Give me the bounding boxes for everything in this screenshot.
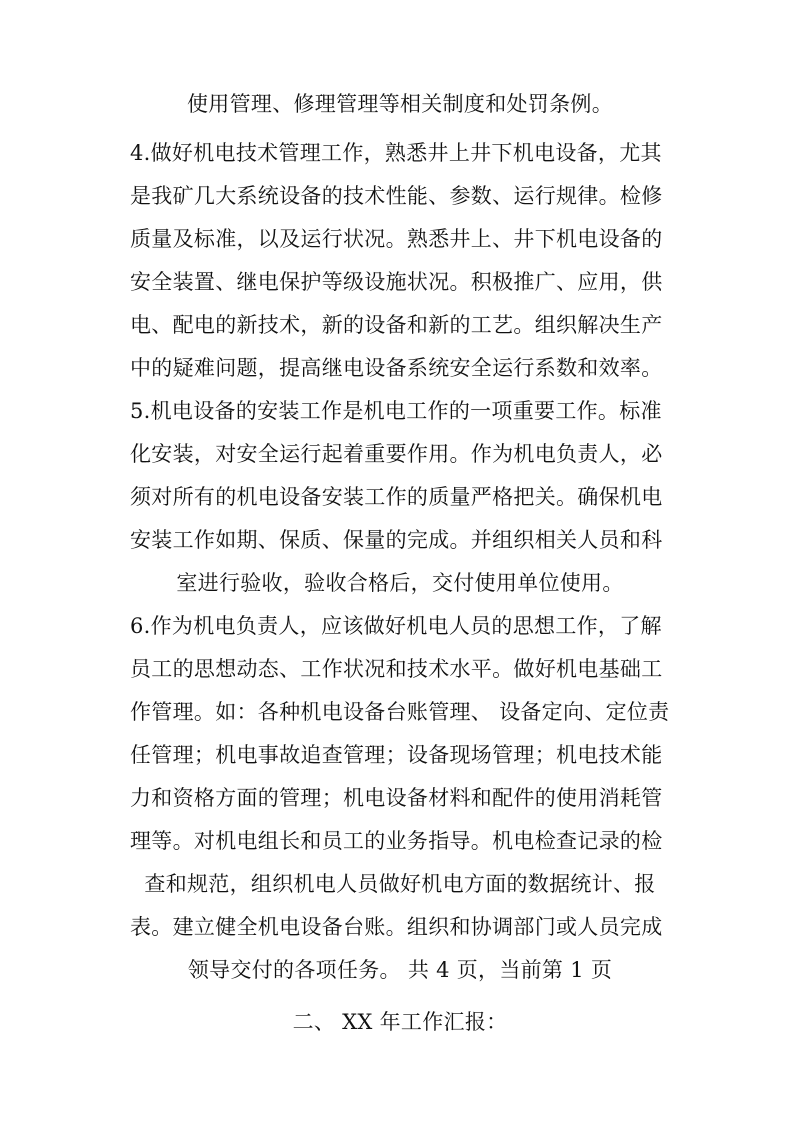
text-line-16: 任管理；机电事故追查管理；设备现场管理；机电技术能 xyxy=(130,743,663,767)
text-line-8: 5.机电设备的安装工作是机电工作的一项重要工作。标准 xyxy=(130,399,662,423)
text-line-11: 安装工作如期、保质、保量的完成。并组织相关人员和科 xyxy=(130,528,663,552)
text-line-10: 须对所有的机电设备安装工作的质量严格把关。确保机电 xyxy=(130,485,663,509)
text-line-12: 室进行验收，验收合格后，交付使用单位使用。 xyxy=(176,571,624,595)
text-line-4: 质量及标准，以及运行状况。熟悉井上、井下机电设备的 xyxy=(130,227,663,251)
text-line-13: 6.作为机电负责人，应该做好机电人员的思想工作，了解 xyxy=(130,614,662,638)
text-line-6: 电、配电的新技术，新的设备和新的工艺。组织解决生产 xyxy=(130,313,663,337)
text-line-9: 化安装，对安全运行起着重要作用。作为机电负责人，必 xyxy=(130,442,663,466)
text-line-19: 查和规范，组织机电人员做好机电方面的数据统计、报 xyxy=(144,872,656,896)
text-line-17: 力和资格方面的管理；机电设备材料和配件的使用消耗管 xyxy=(130,786,663,810)
text-line-15: 作管理。如：各种机电设备台账管理、 设备定向、定位责 xyxy=(130,700,670,724)
text-line-14: 员工的思想动态、工作状况和技术水平。做好机电基础工 xyxy=(130,657,663,681)
page-footer-line: 领导交付的各项任务。 共 4 页，当前第 1 页 xyxy=(187,958,613,982)
text-line-1: 使用管理、修理管理等相关制度和处罚条例。 xyxy=(187,92,613,116)
text-line-3: 是我矿几大系统设备的技术性能、参数、运行规律。检修 xyxy=(130,184,663,208)
section-heading: 二、 XX 年工作汇报： xyxy=(292,1010,508,1034)
text-line-18: 理等。对机电组长和员工的业务指导。机电检查记录的检 xyxy=(130,829,663,853)
text-line-2: 4.做好机电技术管理工作，熟悉井上井下机电设备，尤其 xyxy=(130,141,662,165)
text-line-5: 安全装置、继电保护等级设施状况。积极推广、应用，供 xyxy=(130,270,663,294)
text-line-20: 表。建立健全机电设备台账。组织和协调部门或人员完成 xyxy=(130,915,663,939)
text-line-7: 中的疑难问题，提高继电设备系统安全运行系数和效率。 xyxy=(130,356,663,380)
